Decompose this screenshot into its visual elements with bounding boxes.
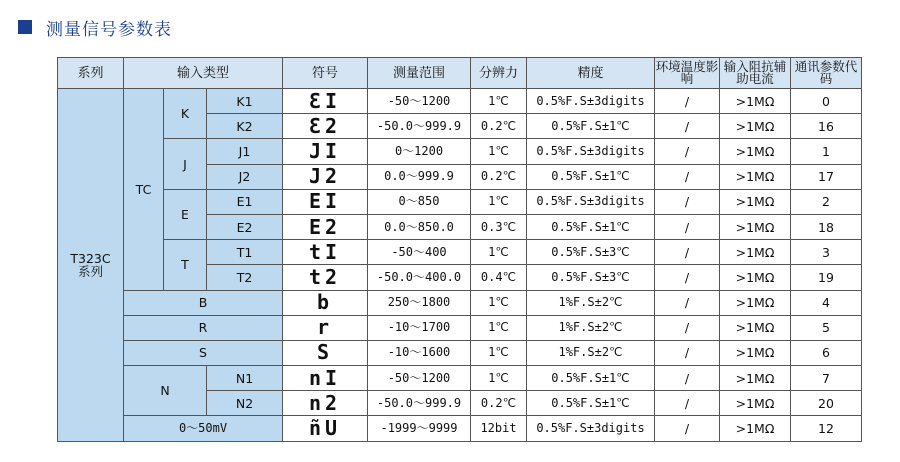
header-env-temp: 环境温度影响 <box>655 58 720 89</box>
impedance-cell: >1MΩ <box>720 139 791 164</box>
range-cell: -1999～9999 <box>368 416 471 441</box>
symbol-cell: b <box>283 290 368 315</box>
code-cell: 19 <box>791 265 862 290</box>
subtype-cell: T2 <box>207 265 283 290</box>
symbol-cell: Ɛ2 <box>283 114 368 139</box>
subtype-cell: K1 <box>207 89 283 114</box>
impedance-cell: >1MΩ <box>720 416 791 441</box>
code-cell: 17 <box>791 164 862 189</box>
code-cell: 0 <box>791 89 862 114</box>
subtype-cell: E1 <box>207 189 283 214</box>
header-row <box>58 58 862 89</box>
symbol-cell: S <box>283 340 368 365</box>
tc-cell: TC <box>124 89 164 291</box>
resolution-cell: 1℃ <box>471 366 527 391</box>
table-row <box>58 240 862 265</box>
env-cell: / <box>655 139 720 164</box>
accuracy-cell: 0.5%F.S±1℃ <box>527 114 655 139</box>
impedance-cell: >1MΩ <box>720 290 791 315</box>
page-header <box>18 14 172 40</box>
resolution-cell: 0.3℃ <box>471 214 527 239</box>
env-cell: / <box>655 366 720 391</box>
group-t: T <box>164 240 207 290</box>
range-cell: -10～1700 <box>368 315 471 340</box>
resolution-cell: 0.2℃ <box>471 391 527 416</box>
resolution-cell: 1℃ <box>471 340 527 365</box>
resolution-cell: 1℃ <box>471 315 527 340</box>
series-name: T323C <box>70 250 111 266</box>
type-cell: B <box>124 290 283 315</box>
symbol-cell: t2 <box>283 265 368 290</box>
code-cell: 3 <box>791 240 862 265</box>
resolution-cell: 1℃ <box>471 139 527 164</box>
signal-parameter-table <box>57 57 862 442</box>
type-cell: 0～50mV <box>124 416 283 441</box>
code-cell: 16 <box>791 114 862 139</box>
range-cell: 0～850 <box>368 189 471 214</box>
range-cell: 250～1800 <box>368 290 471 315</box>
resolution-cell: 1℃ <box>471 240 527 265</box>
range-cell: -50～1200 <box>368 366 471 391</box>
table-row <box>58 290 862 315</box>
resolution-cell: 12bit <box>471 416 527 441</box>
accuracy-cell: 1%F.S±2℃ <box>527 340 655 365</box>
group-e: E <box>164 189 207 239</box>
range-cell: 0.0～999.9 <box>368 164 471 189</box>
code-cell: 2 <box>791 189 862 214</box>
table-row <box>58 340 862 365</box>
env-cell: / <box>655 114 720 139</box>
accuracy-cell: 1%F.S±2℃ <box>527 315 655 340</box>
accuracy-cell: 0.5%F.S±3digits <box>527 416 655 441</box>
env-cell: / <box>655 89 720 114</box>
env-cell: / <box>655 315 720 340</box>
env-cell: / <box>655 240 720 265</box>
impedance-cell: >1MΩ <box>720 240 791 265</box>
symbol-cell: ñU <box>283 416 368 441</box>
accuracy-cell: 0.5%F.S±3digits <box>527 189 655 214</box>
range-cell: 0.0～850.0 <box>368 214 471 239</box>
code-cell: 20 <box>791 391 862 416</box>
range-cell: -10～1600 <box>368 340 471 365</box>
symbol-cell: r <box>283 315 368 340</box>
series-suffix: 系列 <box>77 263 103 279</box>
range-cell: -50～400 <box>368 240 471 265</box>
range-cell: -50.0～400.0 <box>368 265 471 290</box>
env-cell: / <box>655 214 720 239</box>
table-row <box>58 315 862 340</box>
impedance-cell: >1MΩ <box>720 315 791 340</box>
impedance-cell: >1MΩ <box>720 391 791 416</box>
env-cell: / <box>655 290 720 315</box>
impedance-cell: >1MΩ <box>720 366 791 391</box>
subtype-cell: N1 <box>207 366 283 391</box>
code-cell: 7 <box>791 366 862 391</box>
symbol-cell: nI <box>283 366 368 391</box>
header-resolution: 分辨力 <box>471 58 527 89</box>
subtype-cell: E2 <box>207 214 283 239</box>
accuracy-cell: 0.5%F.S±1℃ <box>527 391 655 416</box>
group-j: J <box>164 139 207 189</box>
accuracy-cell: 0.5%F.S±3℃ <box>527 265 655 290</box>
table-row <box>58 189 862 214</box>
env-cell: / <box>655 164 720 189</box>
accuracy-cell: 0.5%F.S±1℃ <box>527 366 655 391</box>
code-cell: 12 <box>791 416 862 441</box>
symbol-cell: EI <box>283 189 368 214</box>
header-input-type: 输入类型 <box>124 58 283 89</box>
resolution-cell: 1℃ <box>471 290 527 315</box>
code-cell: 5 <box>791 315 862 340</box>
subtype-cell: J2 <box>207 164 283 189</box>
range-cell: 0～1200 <box>368 139 471 164</box>
resolution-cell: 1℃ <box>471 189 527 214</box>
env-cell: / <box>655 391 720 416</box>
accuracy-cell: 1%F.S±2℃ <box>527 290 655 315</box>
header-symbol: 符号 <box>283 58 368 89</box>
impedance-cell: >1MΩ <box>720 265 791 290</box>
group-k: K <box>164 89 207 139</box>
accuracy-cell: 0.5%F.S±3℃ <box>527 240 655 265</box>
title-square-icon <box>18 20 32 34</box>
range-cell: -50～1200 <box>368 89 471 114</box>
impedance-cell: >1MΩ <box>720 164 791 189</box>
range-cell: -50.0～999.9 <box>368 114 471 139</box>
table-row <box>58 89 862 114</box>
symbol-cell: n2 <box>283 391 368 416</box>
resolution-cell: 0.4℃ <box>471 265 527 290</box>
resolution-cell: 0.2℃ <box>471 114 527 139</box>
impedance-cell: >1MΩ <box>720 89 791 114</box>
symbol-cell: JI <box>283 139 368 164</box>
symbol-cell: ƐI <box>283 89 368 114</box>
impedance-cell: >1MΩ <box>720 214 791 239</box>
subtype-cell: K2 <box>207 114 283 139</box>
accuracy-cell: 0.5%F.S±3digits <box>527 139 655 164</box>
subtype-cell: N2 <box>207 391 283 416</box>
page-title: 测量信号参数表 <box>46 19 172 40</box>
symbol-cell: tI <box>283 240 368 265</box>
table-row <box>58 416 862 441</box>
code-cell: 4 <box>791 290 862 315</box>
code-cell: 1 <box>791 139 862 164</box>
env-cell: / <box>655 340 720 365</box>
header-input-impedance: 输入阻抗辅助电流 <box>720 58 791 89</box>
impedance-cell: >1MΩ <box>720 189 791 214</box>
header-range: 测量范围 <box>368 58 471 89</box>
range-cell: -50.0～999.9 <box>368 391 471 416</box>
accuracy-cell: 0.5%F.S±1℃ <box>527 214 655 239</box>
code-cell: 18 <box>791 214 862 239</box>
accuracy-cell: 0.5%F.S±3digits <box>527 89 655 114</box>
series-cell <box>58 89 124 442</box>
type-cell: R <box>124 315 283 340</box>
group-n: N <box>124 366 207 416</box>
accuracy-cell: 0.5%F.S±1℃ <box>527 164 655 189</box>
symbol-cell: E2 <box>283 214 368 239</box>
env-cell: / <box>655 189 720 214</box>
table-row <box>58 139 862 164</box>
header-comm-code: 通讯参数代码 <box>791 58 862 89</box>
subtype-cell: T1 <box>207 240 283 265</box>
env-cell: / <box>655 416 720 441</box>
subtype-cell: J1 <box>207 139 283 164</box>
symbol-cell: J2 <box>283 164 368 189</box>
resolution-cell: 0.2℃ <box>471 164 527 189</box>
table-row <box>58 366 862 391</box>
env-cell: / <box>655 265 720 290</box>
impedance-cell: >1MΩ <box>720 340 791 365</box>
code-cell: 6 <box>791 340 862 365</box>
type-cell: S <box>124 340 283 365</box>
resolution-cell: 1℃ <box>471 89 527 114</box>
impedance-cell: >1MΩ <box>720 114 791 139</box>
header-accuracy: 精度 <box>527 58 655 89</box>
header-series: 系列 <box>58 58 124 89</box>
